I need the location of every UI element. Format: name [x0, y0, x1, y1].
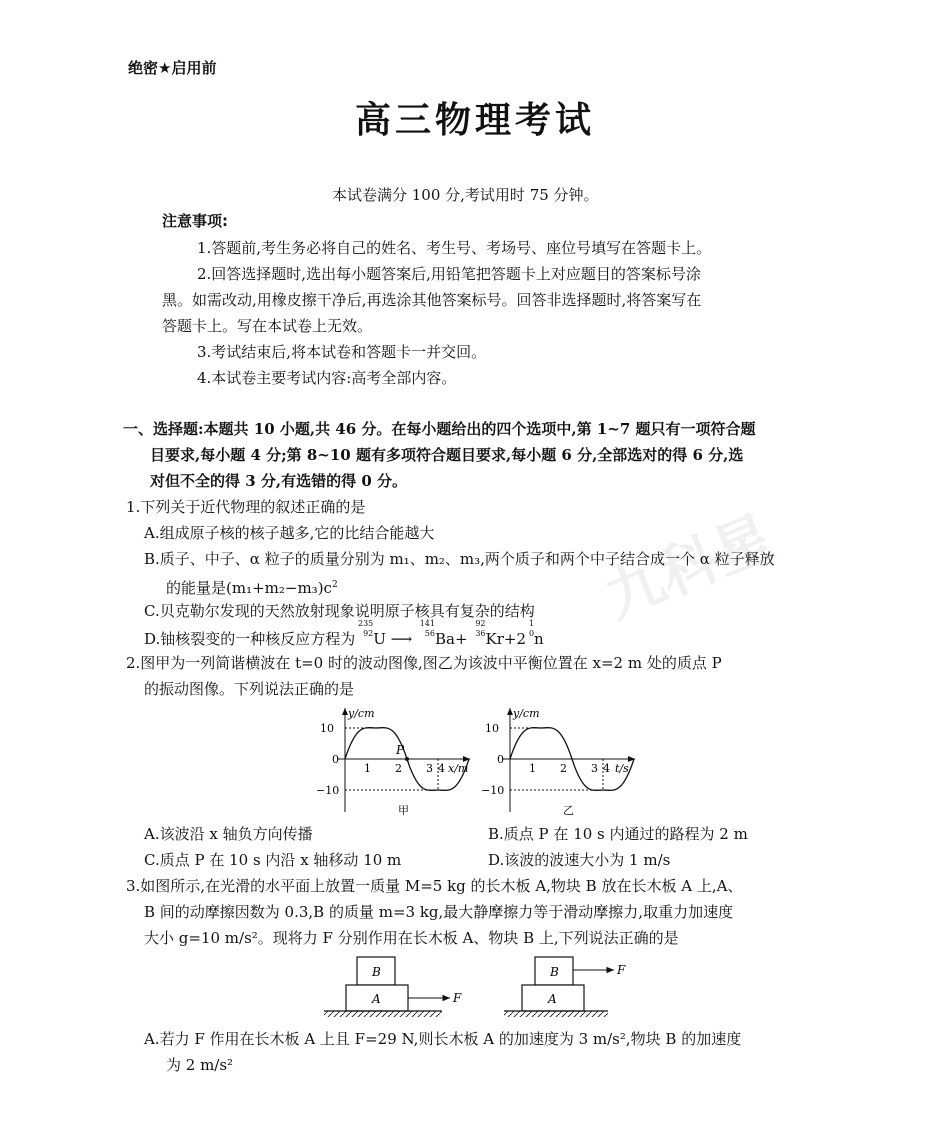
svg-text:A: A — [548, 992, 557, 1006]
block-figure-force-on-a — [320, 953, 480, 1021]
q1-option-d: D.铀核裂变的一种核反应方程为 235 92 U ⟶ 141 56 Ba+ 92 36 Kr+2 1 0 n — [144, 619, 544, 648]
q2-option-a: A.该波沿 x 轴负方向传播 — [144, 825, 313, 843]
q2-stem: 2.图甲为一列简谐横波在 t=0 时的波动图像,图乙为该波中平衡位置在 x=2 m 处的质点 P — [126, 654, 722, 672]
svg-text:4: 4 — [438, 762, 445, 775]
jia-ylabel: y/cm — [348, 707, 375, 720]
q3-option-a: A.若力 F 作用在长木板 A 上且 F=29 N,则长木板 A 的加速度为 3 m/s²,物块 B 的加速度 — [144, 1030, 742, 1048]
svg-text:1: 1 — [364, 762, 371, 775]
notice-item-4: 4.本试卷主要考试内容:高考全部内容。 — [197, 369, 457, 387]
q3-option-a-cont: 为 2 m/s² — [166, 1056, 234, 1074]
watermark: 九科星 — [595, 502, 783, 631]
q3-stem-cont: B 间的动摩擦因数为 0.3,B 的质量 m=3 kg,最大静摩擦力等于滑动摩擦力,取重力加速度 — [144, 903, 734, 921]
svg-text:A: A — [372, 992, 381, 1006]
svg-text:3: 3 — [426, 762, 433, 775]
notice-item-3: 3.考试结束后,将本试卷和答题卡一并交回。 — [197, 343, 487, 361]
nuclide-ba: 141 56 — [419, 619, 435, 638]
nuclide-u: 235 92 — [357, 619, 374, 638]
q3-stem-end: 大小 g=10 m/s²。现将力 F 分别作用在长木板 A、物块 B 上,下列说法正确的是 — [144, 929, 679, 947]
q2-option-d: D.该波的波速大小为 1 m/s — [488, 851, 671, 869]
svg-text:B: B — [372, 965, 381, 979]
page-title: 高三物理考试 — [354, 100, 595, 141]
section-heading-line3: 对但不全的得 3 分,有选错的得 0 分。 — [150, 472, 407, 490]
nuclide-kr: 92 36 — [475, 619, 486, 638]
yi-xlabel: t/s — [615, 762, 629, 775]
q1-option-b: B.质子、中子、α 粒子的质量分别为 m₁、m₂、m₃,两个质子和两个中子结合成一个 α 粒子释放 — [144, 550, 775, 568]
svg-text:−10: −10 — [481, 784, 505, 797]
notice-item-1: 1.答题前,考生务必将自己的姓名、考生号、考场号、座位号填写在答题卡上。 — [197, 239, 712, 257]
q1-option-d-prefix: D.铀核裂变的一种核反应方程为 — [144, 630, 356, 648]
q2-stem-cont: 的振动图像。下列说法正确的是 — [144, 680, 355, 698]
block-figure-force-on-b — [500, 953, 660, 1021]
svg-text:F: F — [617, 963, 626, 977]
q1-option-b-cont — [166, 572, 338, 601]
svg-text:−10: −10 — [316, 784, 340, 797]
svg-text:B: B — [550, 965, 559, 979]
reaction-arrow: ⟶ — [385, 630, 417, 648]
notice-title: 注意事项: — [162, 212, 228, 230]
q3-stem: 3.如图所示,在光滑的水平面上放置一质量 M=5 kg 的长木板 A,物块 B 放在长木板 A 上,A、 — [126, 877, 743, 895]
secret-label: 绝密★启用前 — [128, 59, 217, 77]
svg-text:10: 10 — [485, 722, 499, 735]
svg-text:10: 10 — [320, 722, 334, 735]
svg-text:2: 2 — [395, 762, 402, 775]
graph-jia-label: 甲 — [398, 804, 409, 817]
q1-stem: 1.下列关于近代物理的叙述正确的是 — [126, 498, 366, 516]
q2-option-c: C.质点 P 在 10 s 内沿 x 轴移动 10 m — [144, 851, 402, 869]
svg-text:1: 1 — [529, 762, 536, 775]
q1-option-b-sup: 2 — [331, 580, 338, 590]
graph-yi-label: 乙 — [563, 804, 574, 817]
svg-text:0: 0 — [497, 753, 504, 766]
q1-option-a: A.组成原子核的核子越多,它的比结合能越大 — [144, 524, 435, 542]
yi-ylabel: y/cm — [513, 707, 540, 720]
svg-text:2: 2 — [560, 762, 567, 775]
exam-intro: 本试卷满分 100 分,考试用时 75 分钟。 — [332, 186, 599, 204]
notice-item-2-end: 答题卡上。写在本试卷上无效。 — [162, 317, 373, 335]
svg-text:4: 4 — [603, 762, 610, 775]
q2-option-b: B.质点 P 在 10 s 内通过的路程为 2 m — [488, 825, 748, 843]
q1-option-c: C.贝克勒尔发现的天然放射现象说明原子核具有复杂的结构 — [144, 602, 535, 620]
nuclide-n: 1 0 — [528, 619, 535, 638]
section-heading: 一、选择题:本题共 10 小题,共 46 分。在每小题给出的四个选项中,第 1~7 题只有一项符合题 — [123, 420, 756, 438]
q1-option-b-formula: 的能量是(m₁+m₂−m₃)c — [166, 579, 332, 597]
notice-item-2-cont: 黑。如需改动,用橡皮擦干净后,再选涂其他答案标号。回答非选择题时,将答案写在 — [162, 291, 702, 309]
wave-graph-jia — [310, 702, 480, 820]
point-p: P — [396, 743, 405, 757]
section-heading-line2: 目要求,每小题 4 分;第 8~10 题有多项符合题目要求,每小题 6 分,全部选对的得 6 分,选 — [150, 446, 744, 464]
vibration-graph-yi — [475, 702, 645, 820]
svg-text:0: 0 — [332, 753, 339, 766]
jia-xlabel: x/m — [448, 762, 469, 775]
notice-item-2: 2.回答选择题时,选出每小题答案后,用铅笔把答题卡上对应题目的答案标号涂 — [197, 265, 701, 283]
svg-text:3: 3 — [591, 762, 598, 775]
svg-text:F: F — [453, 991, 462, 1005]
